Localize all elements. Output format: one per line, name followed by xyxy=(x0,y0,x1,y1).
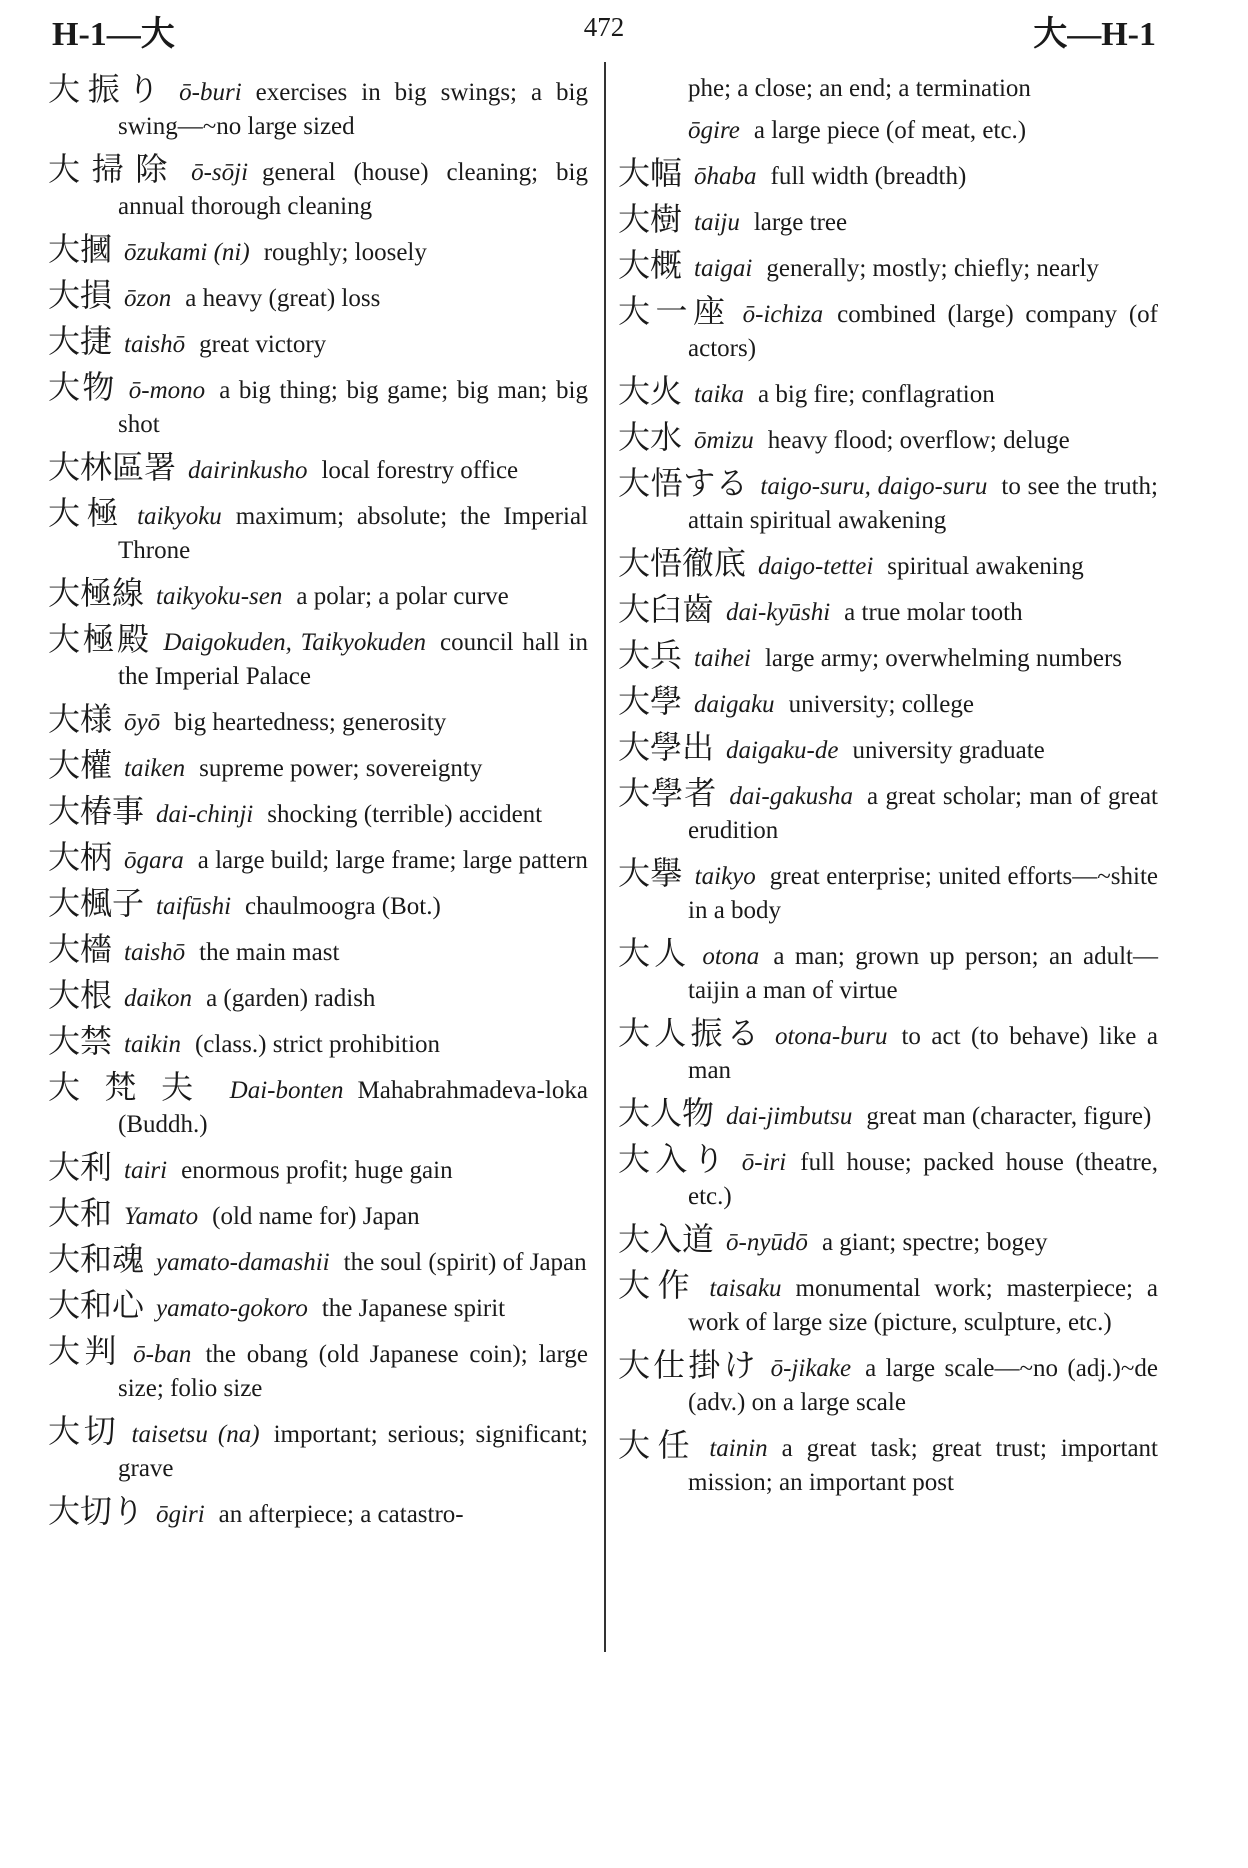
entry-headword: 大學出 xyxy=(618,728,715,766)
dictionary-entry xyxy=(48,702,588,740)
dictionary-entry xyxy=(48,1494,588,1532)
entry-definition: a polar; a polar curve xyxy=(296,583,509,610)
dictionary-entry xyxy=(618,638,1158,676)
entry-definition: local forestry office xyxy=(321,457,519,484)
entry-definition: a big fire; conflagration xyxy=(758,381,995,408)
dictionary-entry xyxy=(48,496,588,568)
entry-romaji: taisaku xyxy=(709,1275,782,1302)
entry-definition: university; college xyxy=(788,691,974,718)
entry-definition: generally; mostly; chiefly; nearly xyxy=(766,255,1099,282)
dictionary-entry xyxy=(618,294,1158,366)
dictionary-entry xyxy=(618,1268,1158,1340)
entry-romaji: yamato-damashii xyxy=(156,1249,330,1276)
entry-definition: a giant; spectre; bogey xyxy=(821,1229,1048,1256)
entry-definition: a heavy (great) loss xyxy=(185,285,381,312)
dictionary-entry xyxy=(48,1334,588,1406)
entry-headword: 大梵夫 xyxy=(48,1068,218,1106)
entry-headword: 大概 xyxy=(618,246,683,284)
entry-definition: (old name for) Japan xyxy=(212,1203,420,1230)
entry-definition: a large scale—~no (adj.)~de (adv.) on a large scale xyxy=(688,1355,1158,1416)
entry-headword: 大極殿 xyxy=(48,620,152,658)
entry-romaji: taishō xyxy=(124,939,186,966)
dictionary-entry xyxy=(618,420,1158,458)
entry-romaji: ōyō xyxy=(124,709,161,736)
entry-headword: 大檣 xyxy=(48,930,113,968)
entry-headword: 大和 xyxy=(48,1194,113,1232)
entry-headword: 大判 xyxy=(48,1332,122,1370)
entry-definition: important; serious; significant; grave xyxy=(118,1421,588,1482)
entry-romaji: taikyoku xyxy=(137,503,222,530)
dictionary-entry xyxy=(48,622,588,694)
entry-romaji: ōgire xyxy=(688,117,740,144)
dictionary-entry xyxy=(48,1024,588,1062)
entry-romaji: ōzukami (ni) xyxy=(124,239,250,266)
entry-headword: 大林區署 xyxy=(48,448,177,486)
page-header xyxy=(52,6,1156,54)
entry-romaji: ō-ban xyxy=(133,1341,192,1368)
entry-romaji: taigai xyxy=(694,255,753,282)
entry-headword: 大柄 xyxy=(48,838,113,876)
left-column xyxy=(48,72,588,1540)
entry-headword: 大摑 xyxy=(48,230,113,268)
entry-romaji: taika xyxy=(694,381,745,408)
dictionary-entry xyxy=(618,1142,1158,1214)
entry-definition: a big thing; big game; big man; big shot xyxy=(118,377,588,438)
right-column xyxy=(618,72,1158,1508)
column-divider xyxy=(604,62,606,1652)
header-right-guide: 大—H-1 xyxy=(1033,16,1156,53)
entry-definition: maximum; absolute; the Imperial Throne xyxy=(118,503,588,564)
dictionary-entry xyxy=(48,370,588,442)
entry-definition: big heartedness; generosity xyxy=(174,709,447,736)
entry-headword: 大切 xyxy=(48,1412,120,1450)
entry-headword: 大幅 xyxy=(618,154,683,192)
entry-definition: a great scholar; man of great erudition xyxy=(688,783,1158,844)
dictionary-entry xyxy=(618,1222,1158,1260)
entry-romaji: Daigokuden, Taikyokuden xyxy=(163,629,427,656)
entry-headword: 大極 xyxy=(48,494,126,532)
entry-romaji: ō-sōji xyxy=(191,159,249,186)
dictionary-entry xyxy=(48,278,588,316)
entry-headword: 大入道 xyxy=(618,1220,715,1258)
entry-romaji: tainin xyxy=(709,1435,768,1462)
dictionary-entry xyxy=(618,466,1158,538)
entry-definition: combined (large) company (of actors) xyxy=(688,301,1158,362)
entry-romaji: daikon xyxy=(124,985,193,1012)
entry-romaji: taishō xyxy=(124,331,186,358)
dictionary-entry xyxy=(48,1288,588,1326)
entry-definition: monumental work; masterpiece; a work of large size (picture, sculpture, etc.) xyxy=(688,1275,1158,1336)
entry-definition: great enterprise; united efforts—~shite in a body xyxy=(688,863,1158,924)
entry-definition: general (house) cleaning; big annual thorough cleaning xyxy=(118,159,588,220)
entry-romaji: otona-buru xyxy=(774,1023,888,1050)
dictionary-entry xyxy=(618,1096,1158,1134)
entry-definition: an afterpiece; a catastro- xyxy=(218,1501,464,1528)
entry-romaji: taisetsu (na) xyxy=(131,1421,260,1448)
entry-headword: 大禁 xyxy=(48,1022,113,1060)
dictionary-entry xyxy=(618,1428,1158,1500)
dictionary-entry xyxy=(618,248,1158,286)
entry-romaji: ōmizu xyxy=(694,427,754,454)
entry-romaji: taikyo xyxy=(694,863,756,890)
dictionary-entry xyxy=(48,1242,588,1280)
dictionary-entry xyxy=(48,232,588,270)
entry-romaji: otona xyxy=(702,943,760,970)
dictionary-entry xyxy=(48,840,588,878)
entry-headword: 大擧 xyxy=(618,854,683,892)
dictionary-entry xyxy=(48,978,588,1016)
entry-romaji: taihei xyxy=(694,645,751,672)
entry-definition: council hall in the Imperial Palace xyxy=(118,629,588,690)
entry-definition: chaulmoogra (Bot.) xyxy=(245,893,441,920)
dictionary-entry xyxy=(618,856,1158,928)
entry-headword: 大和心 xyxy=(48,1286,145,1324)
entry-definition: shocking (terrible) accident xyxy=(267,801,543,828)
entry-headword: 大兵 xyxy=(618,636,683,674)
dictionary-entry xyxy=(48,886,588,924)
entry-romaji: ō-ichiza xyxy=(742,301,824,328)
entry-romaji: Dai-bonten xyxy=(229,1077,344,1104)
entry-definition: a large build; large frame; large pattern xyxy=(197,847,588,874)
entry-romaji: taikin xyxy=(124,1031,181,1058)
entry-romaji: daigo-tettei xyxy=(758,553,874,580)
entry-romaji: ōhaba xyxy=(694,163,757,190)
entry-headword: 大掃除 xyxy=(48,150,180,188)
dictionary-entry xyxy=(48,324,588,362)
entry-romaji: ō-buri xyxy=(179,79,242,106)
entry-headword: 大臼齒 xyxy=(618,590,715,628)
entry-definition: a large piece (of meat, etc.) xyxy=(753,117,1027,144)
dictionary-entry xyxy=(48,1414,588,1486)
entry-headword: 大物 xyxy=(48,368,117,406)
entry-headword: 大人物 xyxy=(618,1094,715,1132)
entry-definition: to act (to behave) like a man xyxy=(688,1023,1158,1084)
entry-headword: 大水 xyxy=(618,418,683,456)
entry-definition: spiritual awakening xyxy=(887,553,1084,580)
entry-romaji: ō-nyūdō xyxy=(726,1229,808,1256)
entry-romaji: daigaku-de xyxy=(726,737,839,764)
dictionary-entry xyxy=(618,1348,1158,1420)
entry-definition: university graduate xyxy=(852,737,1045,764)
entry-definition: a true molar tooth xyxy=(844,599,1023,626)
entry-romaji: ō-jikake xyxy=(770,1355,852,1382)
entry-definition: enormous profit; huge gain xyxy=(181,1157,453,1184)
entry-definition: a man; grown up person; an adult—taijin a man of virtue xyxy=(688,943,1158,1004)
dictionary-entry xyxy=(618,374,1158,412)
entry-definition: the soul (spirit) of Japan xyxy=(343,1249,587,1276)
entry-headword: 大悟徹底 xyxy=(618,544,747,582)
dictionary-entry xyxy=(48,932,588,970)
entry-headword: 大利 xyxy=(48,1148,113,1186)
entry-headword: 大人 xyxy=(618,934,691,972)
entry-definition: to see the truth; attain spiritual awakening xyxy=(688,473,1158,534)
header-left-guide: H-1—大 xyxy=(52,16,175,53)
entry-headword: 大樹 xyxy=(618,200,683,238)
entry-headword: 大任 xyxy=(618,1426,698,1464)
dictionary-entry xyxy=(48,748,588,786)
entry-headword: 大權 xyxy=(48,746,113,784)
entry-headword: 大火 xyxy=(618,372,683,410)
entry-headword: 大人振る xyxy=(618,1014,763,1052)
entry-definition: the main mast xyxy=(199,939,340,966)
entry-headword: 大仕掛け xyxy=(618,1346,759,1384)
entry-romaji: dai-gakusha xyxy=(729,783,854,810)
dictionary-entry xyxy=(618,730,1158,768)
entry-headword: 大學者 xyxy=(618,774,718,812)
entry-definition: roughly; loosely xyxy=(263,239,427,266)
dictionary-entry xyxy=(618,936,1158,1008)
entry-romaji: ō-iri xyxy=(741,1149,787,1176)
entry-definition: a (garden) radish xyxy=(206,985,376,1012)
entry-romaji: dai-jimbutsu xyxy=(726,1103,853,1130)
entry-headword: 大作 xyxy=(618,1266,698,1304)
dictionary-entry xyxy=(48,450,588,488)
entry-romaji: dai-kyūshi xyxy=(726,599,831,626)
entry-definition: exercises in big swings; a big swing—~no large sized xyxy=(118,79,588,140)
entry-headword: 大和魂 xyxy=(48,1240,145,1278)
dictionary-entry xyxy=(618,776,1158,848)
entry-continuation: phe; a close; an end; a termination xyxy=(688,75,1031,102)
entry-romaji: ōgara xyxy=(124,847,184,874)
entry-definition: full width (breadth) xyxy=(770,163,967,190)
entry-romaji: taiken xyxy=(124,755,186,782)
entry-definition: heavy flood; overflow; deluge xyxy=(767,427,1070,454)
dictionary-entry xyxy=(618,592,1158,630)
entry-romaji: taigo-suru, daigo-suru xyxy=(760,473,988,500)
entry-definition: the obang (old Japanese coin); large size; folio size xyxy=(118,1341,588,1402)
dictionary-entry xyxy=(48,1196,588,1234)
dictionary-entry xyxy=(48,576,588,614)
dictionary-entry xyxy=(48,152,588,224)
entry-romaji: dairinkusho xyxy=(188,457,308,484)
entry-romaji: daigaku xyxy=(694,691,775,718)
entry-definition: a great task; great trust; important mission; an important post xyxy=(688,1435,1158,1496)
entry-romaji: taikyoku-sen xyxy=(156,583,283,610)
entry-headword: 大學 xyxy=(618,682,683,720)
entry-romaji: Yamato xyxy=(124,1203,199,1230)
entry-romaji: ō-mono xyxy=(128,377,206,404)
entry-headword: 大一座 xyxy=(618,292,731,330)
entry-headword: 大捷 xyxy=(48,322,113,360)
entry-definition: Mahabrahmadeva-loka (Buddh.) xyxy=(118,1077,588,1138)
entry-definition: great victory xyxy=(199,331,327,358)
entry-headword: 大椿事 xyxy=(48,792,145,830)
dictionary-entry xyxy=(48,794,588,832)
dictionary-entry xyxy=(618,114,1158,148)
dictionary-entry xyxy=(48,1070,588,1142)
entry-romaji: taifūshi xyxy=(156,893,232,920)
dictionary-entry xyxy=(48,72,588,144)
dictionary-entry xyxy=(618,202,1158,240)
dictionary-entry xyxy=(618,684,1158,722)
entry-headword: 大振り xyxy=(48,70,168,108)
entry-headword: 大様 xyxy=(48,700,113,738)
entry-headword: 大楓子 xyxy=(48,884,145,922)
entry-romaji: ōgiri xyxy=(156,1501,205,1528)
entry-definition: large tree xyxy=(753,209,848,236)
dictionary-entry xyxy=(618,1016,1158,1088)
dictionary-entry xyxy=(48,1150,588,1188)
entry-headword: 大悟する xyxy=(618,464,749,502)
entry-romaji: tairi xyxy=(124,1157,168,1184)
entry-headword: 大極線 xyxy=(48,574,145,612)
entry-definition: great man (character, figure) xyxy=(866,1103,1152,1130)
entry-definition: large army; overwhelming numbers xyxy=(764,645,1123,672)
entry-headword: 大切り xyxy=(48,1492,145,1530)
entry-romaji: ōzon xyxy=(124,285,172,312)
page-number: 472 xyxy=(583,12,625,42)
entry-definition: full house; packed house (theatre, etc.) xyxy=(688,1149,1158,1210)
entry-headword: 大損 xyxy=(48,276,113,314)
entry-headword: 大根 xyxy=(48,976,113,1014)
dictionary-entry xyxy=(618,156,1158,194)
entry-definition: the Japanese spirit xyxy=(321,1295,506,1322)
entry-definition: (class.) strict prohibition xyxy=(194,1031,441,1058)
entry-romaji: dai-chinji xyxy=(156,801,254,828)
entry-romaji: taiju xyxy=(694,209,740,236)
dictionary-entry xyxy=(618,546,1158,584)
entry-romaji: yamato-gokoro xyxy=(156,1295,308,1322)
entry-definition: supreme power; sovereignty xyxy=(199,755,483,782)
entry-headword: 大入り xyxy=(618,1140,730,1178)
